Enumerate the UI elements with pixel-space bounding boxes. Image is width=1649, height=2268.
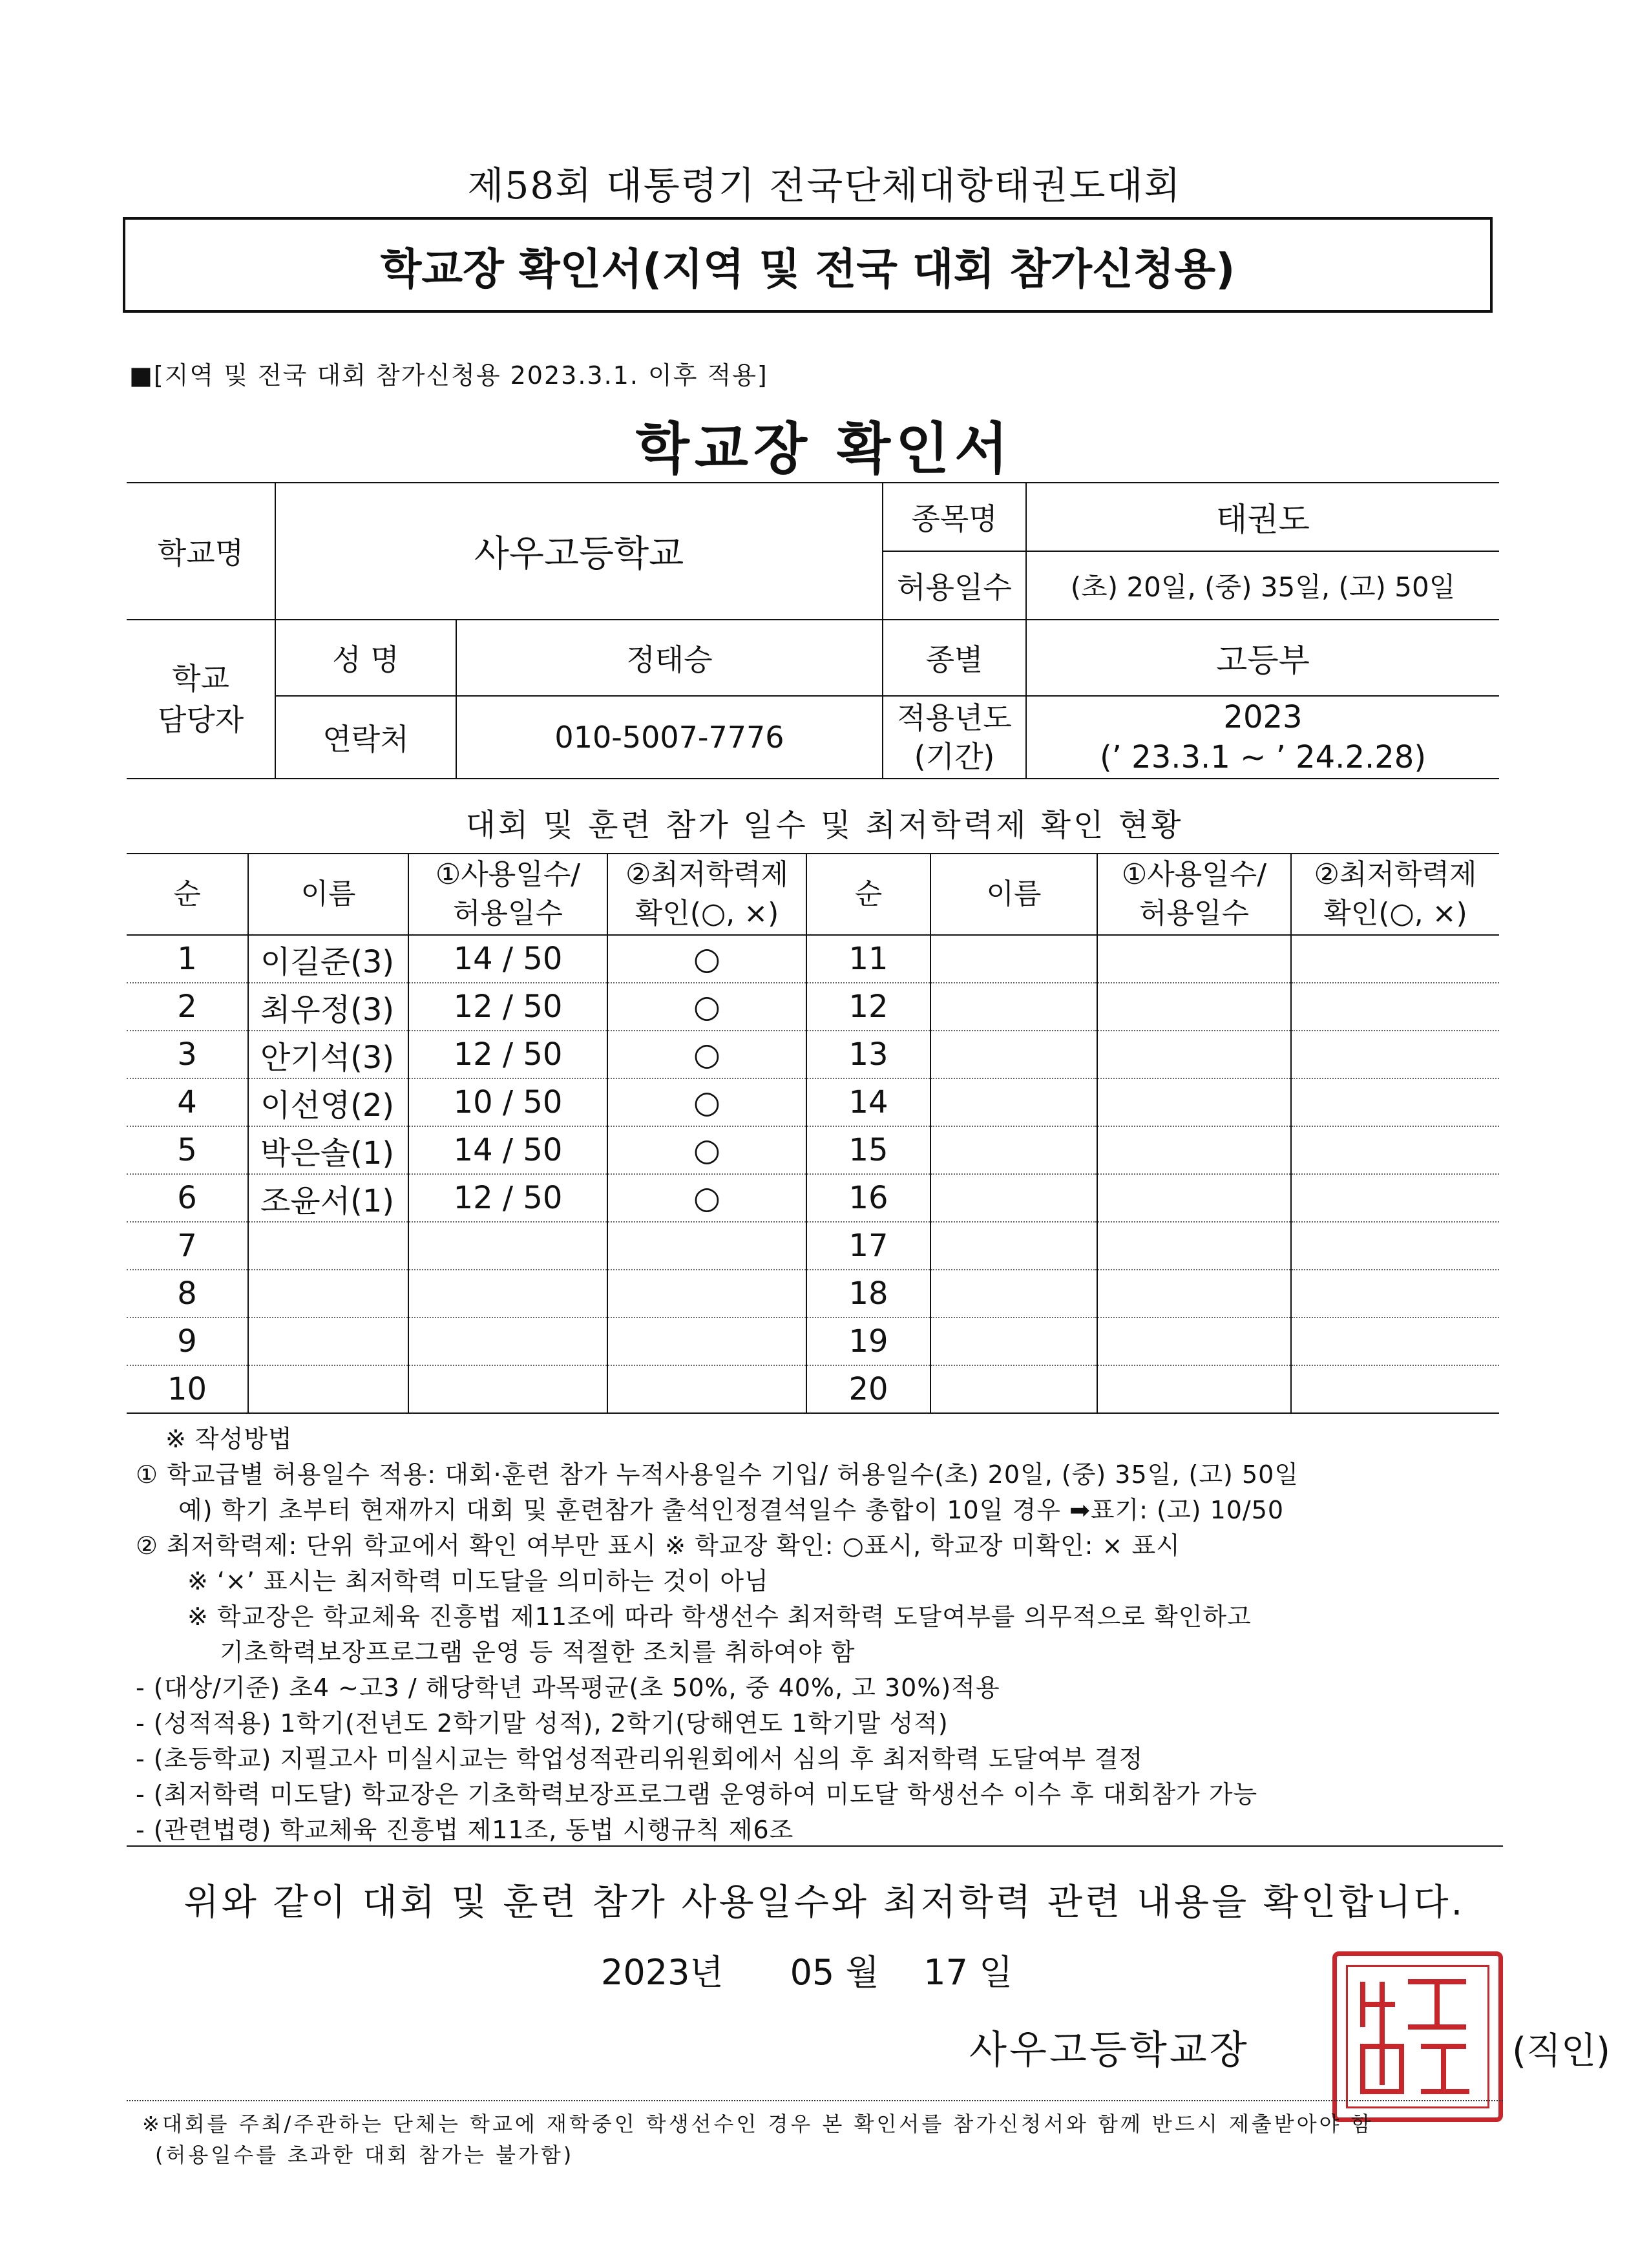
row-name — [930, 1222, 1097, 1270]
note-line: 예) 학기 초부터 현재까지 대회 및 훈련참가 출석인정결석일수 총합이 10일 경우 ➡표기: (고) 10/50 — [178, 1496, 1285, 1524]
row-days: 12 / 50 — [408, 1031, 607, 1078]
note-line: ※ 학교장은 학교체육 진흥법 제11조에 따라 학생선수 최저학력 도달여부를 의무적으로 확인하고 — [187, 1602, 1252, 1631]
divider — [127, 2100, 1503, 2101]
row-check: ○ — [607, 1126, 806, 1174]
row-days — [1097, 1318, 1291, 1365]
row-check: ○ — [607, 1078, 806, 1126]
event-value: 태권도 — [1026, 483, 1499, 551]
row-days — [1097, 1078, 1291, 1126]
form-title-box — [123, 217, 1493, 313]
row-check — [607, 1222, 806, 1270]
row-check — [1291, 983, 1499, 1031]
row-no: 6 — [127, 1174, 248, 1222]
header-days: ①사용일수/ 허용일수 — [408, 854, 607, 935]
row-no: 5 — [127, 1126, 248, 1174]
school-label: 학교명 — [127, 483, 275, 620]
row-name — [930, 1031, 1097, 1078]
row-name — [248, 1270, 408, 1318]
row-days: 14 / 50 — [408, 1126, 607, 1174]
table-row — [127, 1174, 1499, 1222]
row-name — [930, 1270, 1097, 1318]
school-value: 사우고등학교 — [275, 483, 883, 620]
event-label: 종목명 — [883, 483, 1026, 551]
header-name: 이름 — [248, 854, 408, 935]
table-row — [127, 1078, 1499, 1126]
row-days — [408, 1365, 607, 1413]
row-name: 조윤서(1) — [248, 1174, 408, 1222]
row-name — [930, 1174, 1097, 1222]
seal-label: (직인) — [1512, 2030, 1610, 2072]
row-check — [1291, 1078, 1499, 1126]
row-name: 이길준(3) — [248, 935, 408, 983]
row-name: 이선영(2) — [248, 1078, 408, 1126]
allowed-days-label: 허용일수 — [883, 551, 1026, 620]
principal-title: 사우고등학교장 — [969, 2028, 1250, 2073]
divider — [127, 1845, 1503, 1847]
row-no: 2 — [127, 983, 248, 1031]
year-value: 2023 — [1223, 699, 1303, 735]
row-check — [1291, 935, 1499, 983]
row-days: 12 / 50 — [408, 983, 607, 1031]
note-line: ② 최저학력제: 단위 학교에서 확인 여부만 표시 ※ 학교장 확인: ○표시, 학교장 미확인: × 표시 — [136, 1531, 1181, 1560]
row-name: 박은솔(1) — [248, 1126, 408, 1174]
row-days — [408, 1318, 607, 1365]
issue-date: 2023년 05 월 17 일 — [601, 1952, 1013, 1993]
note-line: ※ 작성방법 — [165, 1425, 293, 1453]
competition-title: 제58회 대통령기 전국단체대항태권도대회 — [467, 163, 1182, 207]
row-no: 3 — [127, 1031, 248, 1078]
name-value: 정태승 — [456, 620, 883, 696]
note-line: - (초등학교) 지필고사 미실시교는 학업성적관리위원회에서 심의 후 최저학력 도달여부 결정 — [136, 1745, 1144, 1773]
row-days — [1097, 1174, 1291, 1222]
row-days — [408, 1222, 607, 1270]
row-no: 9 — [127, 1318, 248, 1365]
row-name — [930, 1365, 1097, 1413]
row-check — [1291, 1365, 1499, 1413]
allowed-days-value: (초) 20일, (중) 35일, (고) 50일 — [1026, 551, 1499, 620]
row-no: 1 — [127, 935, 248, 983]
row-check: ○ — [607, 983, 806, 1031]
row-no: 10 — [127, 1365, 248, 1413]
table-row — [127, 1270, 1499, 1318]
table-row — [127, 1222, 1499, 1270]
table-row — [127, 1365, 1499, 1413]
header-days: ①사용일수/ 허용일수 — [1097, 854, 1291, 935]
row-no: 13 — [806, 1031, 930, 1078]
row-name: 안기석(3) — [248, 1031, 408, 1078]
row-days: 14 / 50 — [408, 935, 607, 983]
row-days: 10 / 50 — [408, 1078, 607, 1126]
row-name — [930, 1318, 1097, 1365]
row-no: 16 — [806, 1174, 930, 1222]
row-no: 17 — [806, 1222, 930, 1270]
row-days — [1097, 1126, 1291, 1174]
school-info-table — [127, 482, 1499, 779]
header-name: 이름 — [930, 854, 1097, 935]
header-no: 순 — [127, 854, 248, 935]
header-no: 순 — [806, 854, 930, 935]
row-check — [1291, 1126, 1499, 1174]
year-label: 적용년도 (기간) — [883, 696, 1026, 779]
row-no: 8 — [127, 1270, 248, 1318]
row-name — [248, 1365, 408, 1413]
row-days — [1097, 1031, 1291, 1078]
row-check — [607, 1365, 806, 1413]
official-seal — [1332, 1951, 1503, 2122]
row-no: 20 — [806, 1365, 930, 1413]
row-check — [607, 1270, 806, 1318]
applicability-note: ■[지역 및 전국 대회 참가신청용 2023.3.1. 이후 적용] — [129, 361, 768, 390]
table-row — [127, 1031, 1499, 1078]
row-name: 최우정(3) — [248, 983, 408, 1031]
row-no: 11 — [806, 935, 930, 983]
main-title: 학교장 확인서 — [635, 417, 1014, 481]
category-label: 종별 — [883, 620, 1026, 696]
row-name — [930, 935, 1097, 983]
row-name — [248, 1318, 408, 1365]
period-value: (’ 23.3.1 ~ ’ 24.2.28) — [1099, 739, 1427, 775]
row-check — [1291, 1222, 1499, 1270]
row-check — [1291, 1318, 1499, 1365]
note-line: ① 학교급별 허용일수 적용: 대회·훈련 참가 누적사용일수 기입/ 허용일수(초) 20일, (중) 35일, (고) 50일 — [136, 1460, 1299, 1489]
row-no: 15 — [806, 1126, 930, 1174]
table-row — [127, 1126, 1499, 1174]
table-row — [127, 983, 1499, 1031]
row-check: ○ — [607, 1031, 806, 1078]
form-title: 학교장 확인서(지역 및 전국 대회 참가신청용) — [380, 244, 1235, 294]
section-title: 대회 및 훈련 참가 일수 및 최저학력제 확인 현황 — [465, 807, 1184, 843]
row-days — [1097, 935, 1291, 983]
note-line: 기초학력보장프로그램 운영 등 적절한 조치를 취하여야 함 — [220, 1638, 856, 1666]
manager-label: 학교 담당자 — [127, 620, 275, 779]
note-line: - (대상/기준) 초4 ~고3 / 해당학년 과목평균(초 50%, 중 40%, 고 30%)적용 — [136, 1674, 1000, 1702]
row-no: 14 — [806, 1078, 930, 1126]
note-line: - (최저학력 미도달) 학교장은 기초학력보장프로그램 운영하여 미도달 학생선수 이수 후 대회참가 가능 — [136, 1780, 1258, 1809]
row-no: 7 — [127, 1222, 248, 1270]
row-no: 4 — [127, 1078, 248, 1126]
row-check — [1291, 1031, 1499, 1078]
header-check: ②최저학력제 확인(○, ×) — [1291, 854, 1499, 935]
contact-label: 연락처 — [275, 696, 456, 779]
header-check: ②최저학력제 확인(○, ×) — [607, 854, 806, 935]
instructions — [136, 1422, 1518, 1848]
row-check — [607, 1318, 806, 1365]
confirmation-statement: 위와 같이 대회 및 훈련 참가 사용일수와 최저학력 관련 내용을 확인합니다. — [184, 1882, 1465, 1924]
contact-value: 010-5007-7776 — [456, 696, 883, 779]
footnote-submit: ※대회를 주최/주관하는 단체는 학교에 재학중인 학생선수인 경우 본 확인서를 참가신청서와 함께 반드시 제출받아야 함 — [142, 2112, 1374, 2136]
row-name — [930, 1126, 1097, 1174]
row-no: 18 — [806, 1270, 930, 1318]
footnote-limit: (허용일수를 초과한 대회 참가는 불가함) — [155, 2143, 574, 2167]
table-row — [127, 935, 1499, 983]
row-days — [408, 1270, 607, 1318]
row-check: ○ — [607, 1174, 806, 1222]
note-line: - (성적적용) 1학기(전년도 2학기말 성적), 2학기(당해연도 1학기말 성적) — [136, 1709, 949, 1738]
year-cell — [1026, 696, 1499, 779]
row-no: 12 — [806, 983, 930, 1031]
row-days — [1097, 983, 1291, 1031]
row-days: 12 / 50 — [408, 1174, 607, 1222]
table-row — [127, 1318, 1499, 1365]
row-check — [1291, 1174, 1499, 1222]
note-line: - (관련법령) 학교체육 진흥법 제11조, 동법 시행규칙 제6조 — [136, 1816, 794, 1844]
row-days — [1097, 1222, 1291, 1270]
name-label: 성 명 — [275, 620, 456, 696]
row-days — [1097, 1365, 1291, 1413]
category-value: 고등부 — [1026, 620, 1499, 696]
row-days — [1097, 1270, 1291, 1318]
row-check — [1291, 1270, 1499, 1318]
note-line: ※ ‘×’ 표시는 최저학력 미도달을 의미하는 것이 아님 — [187, 1567, 769, 1595]
row-name — [930, 983, 1097, 1031]
row-check: ○ — [607, 935, 806, 983]
participation-table — [127, 853, 1499, 1414]
row-name — [248, 1222, 408, 1270]
row-name — [930, 1078, 1097, 1126]
row-no: 19 — [806, 1318, 930, 1365]
